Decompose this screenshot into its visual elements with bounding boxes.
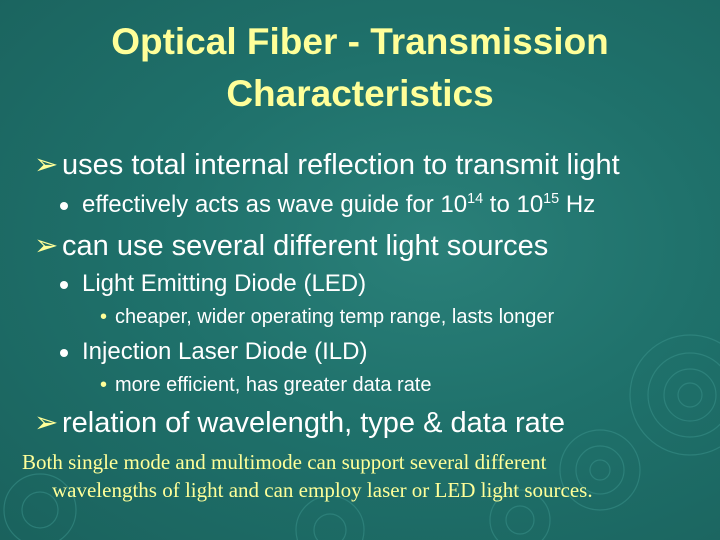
sub-text-end: Hz [559, 191, 596, 218]
bullet-2-sub-1 [60, 270, 366, 298]
sub-text: effectively acts as wave guide for 10 [82, 191, 468, 218]
footnote-line-1: Both single mode and multimode can support several different [22, 450, 547, 474]
title-line-2: Characteristics [226, 73, 494, 114]
bullet-2-sub-2-detail [100, 374, 432, 397]
footnote-line-2: wavelengths of light and can employ laser or LED light sources. [52, 478, 593, 502]
arrow-bullet-icon: ➢ [34, 149, 59, 181]
footnote [22, 448, 702, 504]
dot-bullet-icon [60, 202, 68, 210]
bullet-1-text: uses total internal reflection to transmit light [62, 149, 620, 181]
small-dot-icon: • [100, 374, 108, 396]
bullet-1 [34, 147, 620, 182]
exponent-14: 14 [467, 191, 484, 207]
bullet-2-text: can use several different light sources [62, 230, 549, 262]
slide-title [0, 16, 720, 120]
exponent-15: 15 [543, 191, 560, 207]
ild-detail: more efficient, has greater data rate [115, 374, 432, 396]
bullet-3-text: relation of wavelength, type & data rate [62, 407, 565, 439]
arrow-bullet-icon: ➢ [34, 407, 59, 439]
sub-text-mid: to 10 [483, 191, 544, 218]
led-detail: cheaper, wider operating temp range, lasts longer [115, 306, 555, 328]
bullet-2-sub-1-detail [100, 306, 554, 329]
bullet-3 [34, 405, 565, 440]
dot-bullet-icon [60, 281, 68, 289]
ild-text: Injection Laser Diode (ILD) [82, 338, 368, 365]
small-dot-icon: • [100, 306, 108, 328]
bullet-1-sub [60, 191, 595, 219]
arrow-bullet-icon: ➢ [34, 230, 59, 262]
bullet-2-sub-2 [60, 338, 367, 366]
bullet-2 [34, 228, 548, 263]
led-text: Light Emitting Diode (LED) [82, 270, 367, 297]
title-line-1: Optical Fiber - Transmission [111, 21, 609, 62]
dot-bullet-icon [60, 349, 68, 357]
